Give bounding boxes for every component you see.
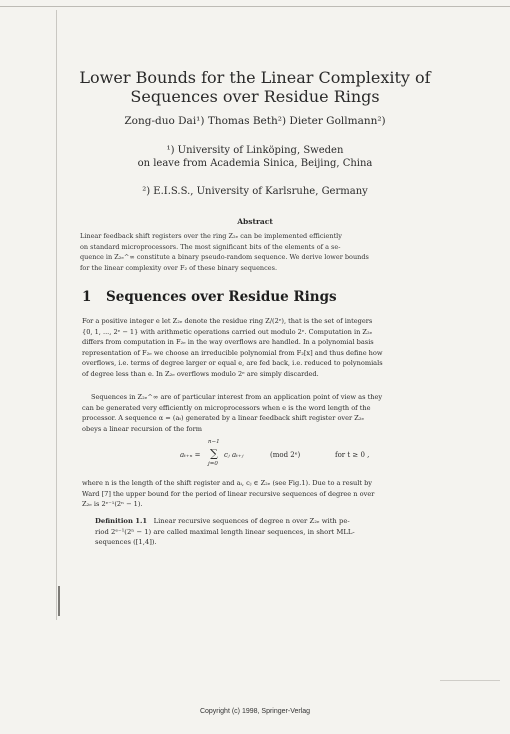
paragraph-line: where n is the length of the shift register and aᵢ, cⱼ ∈ Z₂ₑ (see Fig.1). Due to a result by [82,479,373,487]
affiliation-1 [60,144,450,170]
abstract-body [80,231,430,273]
section-heading [82,289,337,305]
affiliation-1-line-1: ¹) University of Linköping, Sweden [166,145,344,156]
paragraph-3 [82,478,442,510]
title-line-1: Lower Bounds for the Linear Complexity of [79,68,431,87]
scan-border-top [0,6,510,7]
definition-line: sequences ([1,4]). [95,538,157,547]
title-line-2: Sequences over Residue Rings [130,87,380,106]
copyright-footer: Copyright (c) 1998, Springer-Verlag [199,708,311,715]
paragraph-line: overflows, i.e. terms of degree larger or equal e, are fed back, i.e. reduced to polynomials [82,359,383,368]
paragraph-line: processor. A sequence α = (aₜ) generated by a linear feedback shift register over Z₂ₑ [82,414,365,423]
scan-mark [58,586,60,616]
abstract-line: quence in Z₂ₑ^∞ constitute a binary pseudo-random sequence. We derive lower bounds [80,253,369,261]
equation-lhs: aₜ₊ₙ = [180,451,201,459]
definition-line: riod 2ᵉ⁻¹(2ⁿ − 1) are called maximal length linear sequences, in short MLL- [95,527,355,536]
paragraph-line: For a positive integer e let Z₂ₑ denote the residue ring Z/(2ᵉ), that is the set of integers [82,317,373,325]
section-title: Sequences over Residue Rings [106,289,337,305]
affiliation-2: ²) E.I.S.S., University of Karlsruhe, Germany [142,186,368,197]
affiliation-1-line-2: on leave from Academia Sinica, Beijing, China [137,158,373,169]
abstract-heading: Abstract [237,217,273,226]
paragraph-line: of degree less than e. In Z₂ₑ overflows modulo 2ᵉ are simply discarded. [82,369,319,378]
abstract-line: Linear feedback shift registers over the ring Z₂ₑ can be implemented efficiently [80,232,342,240]
author-list: Zong-duo Dai¹) Thomas Beth²) Dieter Gollmann²) [124,115,386,127]
equation-condition: for t ≥ 0 , [335,451,370,459]
definition-line: Linear recursive sequences of degree n over Z₂ₑ with pe- [153,517,350,525]
abstract-line: on standard microprocessors. The most significant bits of the elements of a se- [80,242,341,251]
abstract-line: for the linear complexity over F₂ of these binary sequences. [80,263,278,272]
equation-sum-lower: j=0 [208,461,218,467]
paragraph-2 [82,392,442,434]
paragraph-line: representation of F₂ₑ we choose an irreducible polynomial from F₂[x] and thus define how [82,348,383,357]
scan-border-left [56,10,57,620]
paragraph-line: differs from computation in F₂ₑ in the way overflows are handled. In a polynomial basis [82,338,374,347]
scan-edge-line [440,680,500,681]
definition-block [95,516,435,548]
equation-sum-symbol: ∑ [210,447,218,460]
paragraph-line: Ward [7] the upper bound for the period of linear recursive sequences of degree n over [82,489,375,498]
section-number: 1 [82,289,92,305]
paragraph-line: obeys a linear recursion of the form [82,424,203,433]
paragraph-line: {0, 1, ..., 2ᵉ − 1} with arithmetic operations carried out modulo 2ᵉ. Computation in Z₂ₑ [82,327,373,336]
paragraph-line: can be generated very efficiently on microprocessors when e is the word length of the [82,403,371,412]
equation-modulus: (mod 2ᵉ) [270,451,301,459]
paragraph-line: Z₂ₑ is 2ᵉ⁻¹(2ⁿ − 1). [82,500,143,509]
paper-title [60,68,450,106]
equation-sum-upper: n−1 [208,439,220,445]
paragraph-1 [82,316,442,380]
equation-rhs: cⱼ aₜ₊ⱼ [224,451,244,459]
paragraph-line: Sequences in Z₂ₑ^∞ are of particular interest from an application point of view as they [91,393,383,401]
definition-heading: Definition 1.1 [95,517,148,525]
